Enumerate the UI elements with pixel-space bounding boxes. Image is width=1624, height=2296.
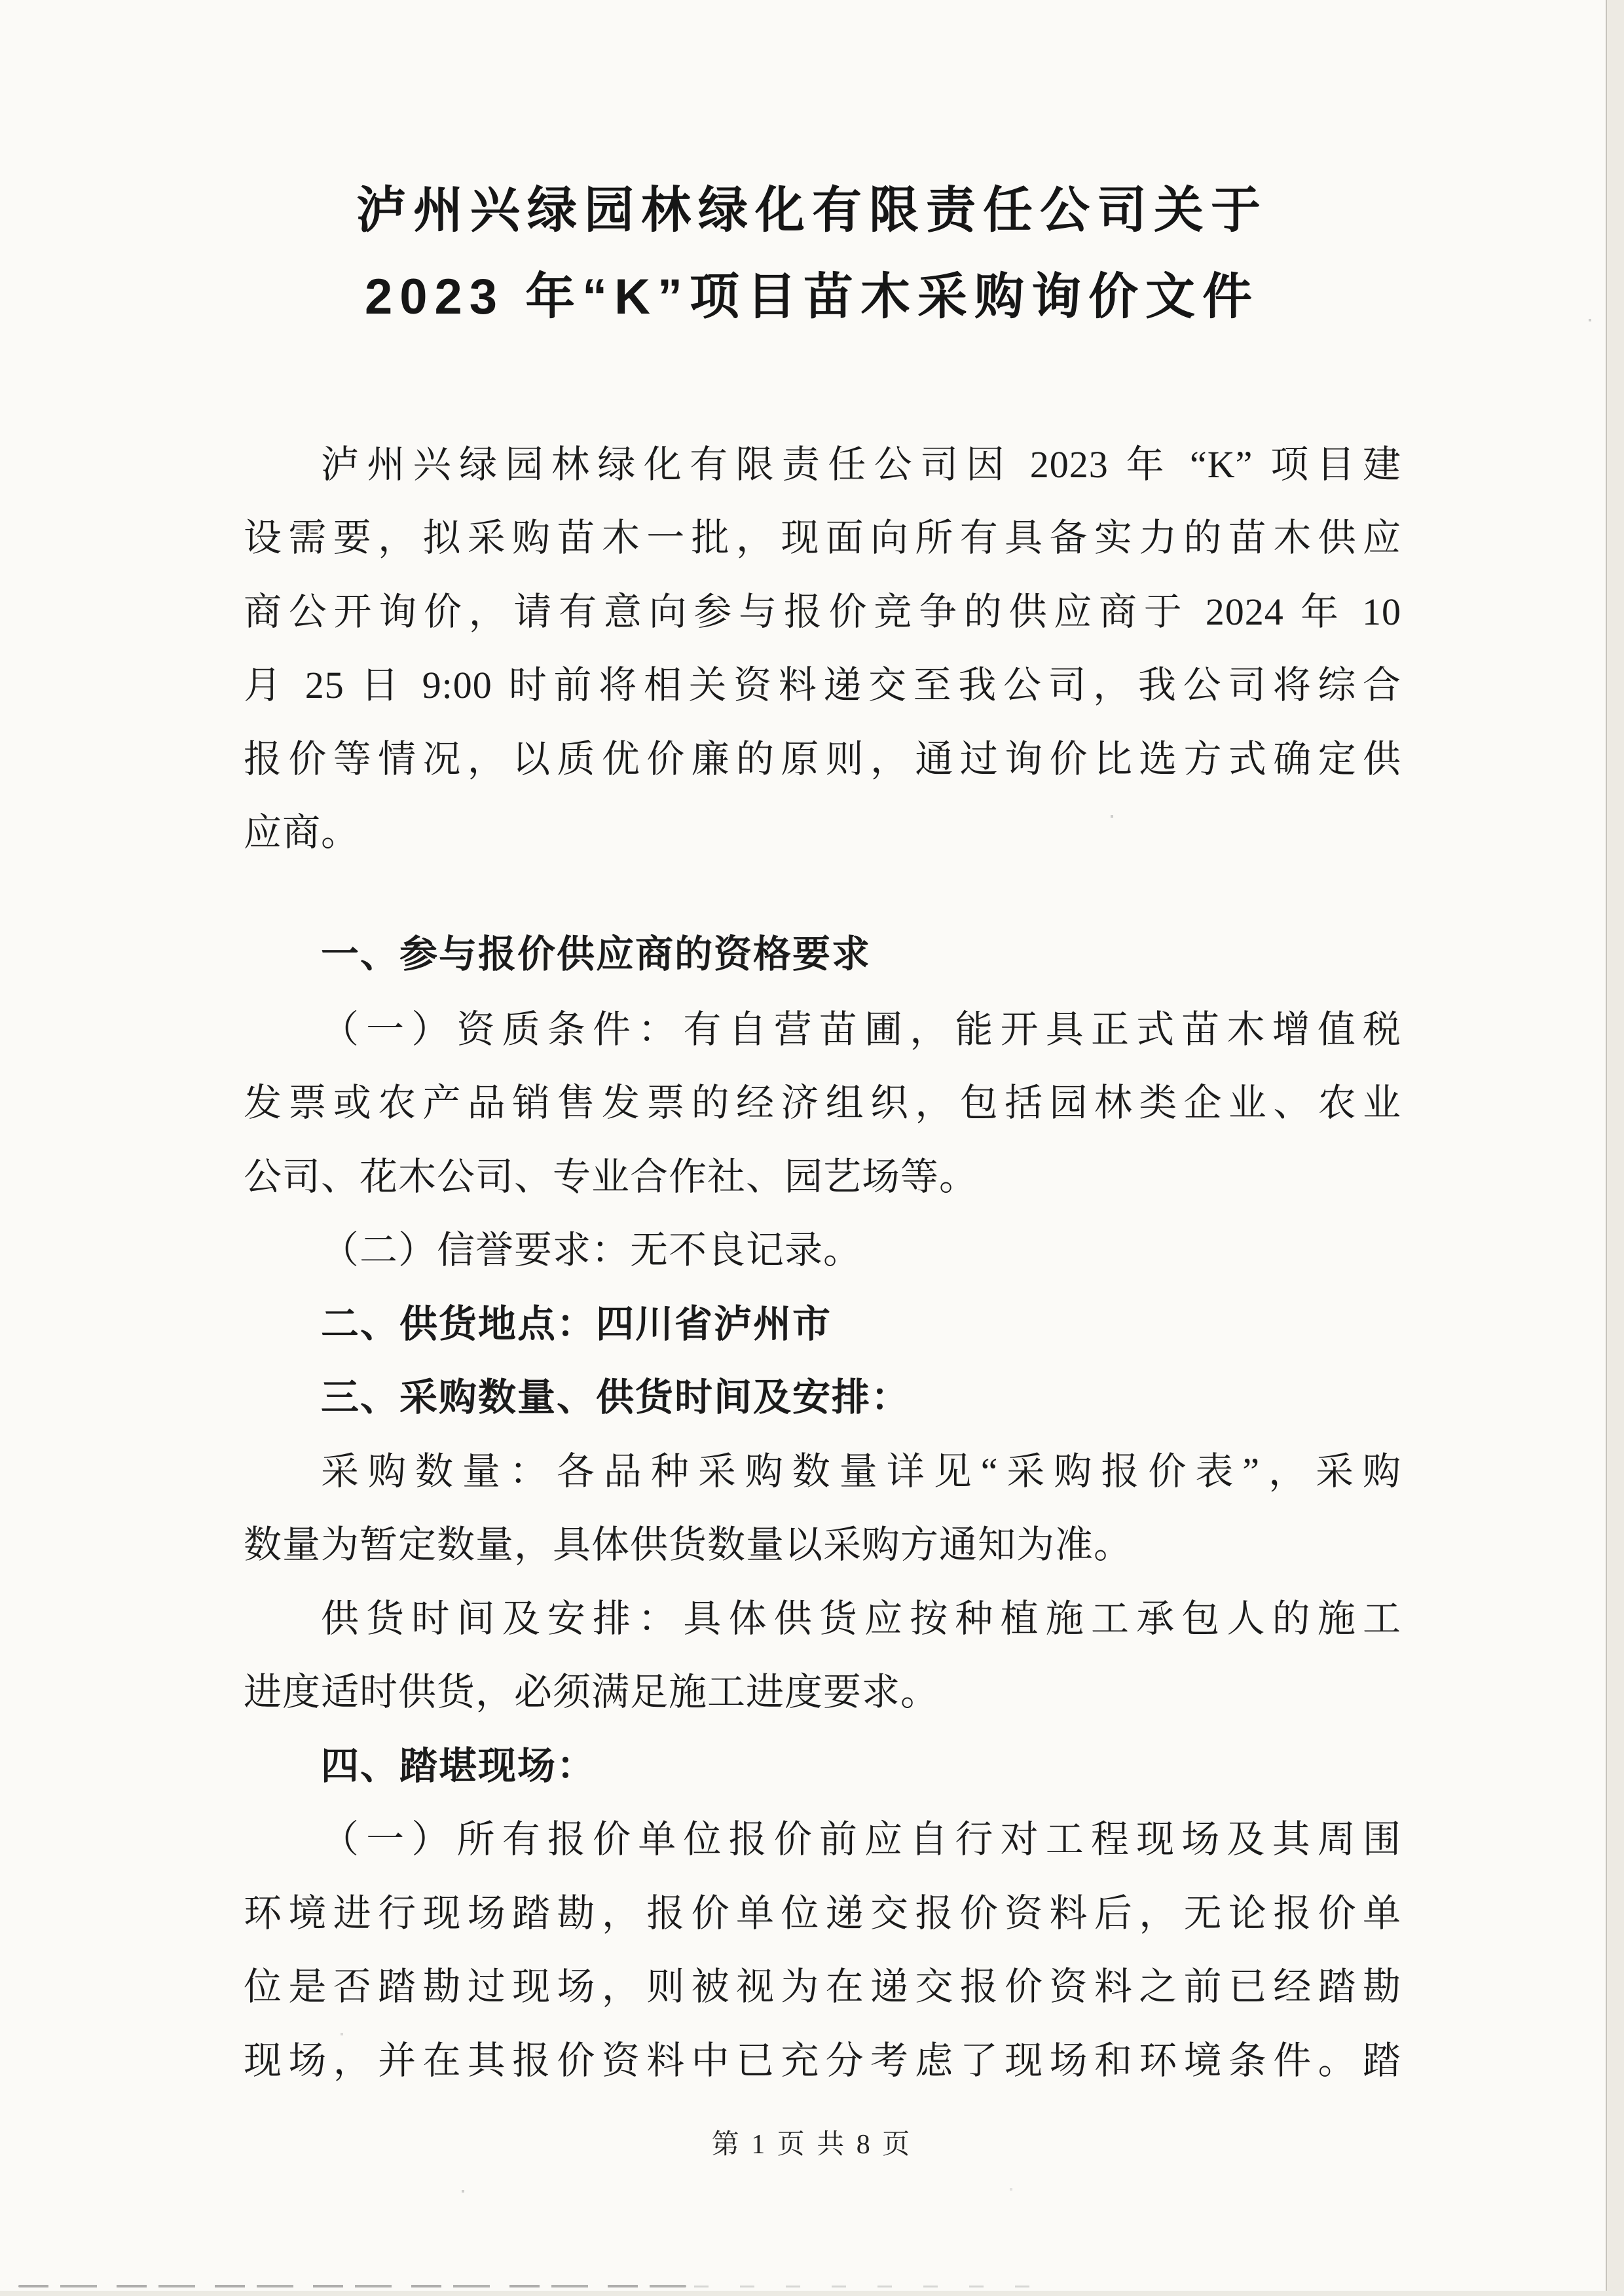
body-line: （一）资质条件：有自营苗圃，能开具正式苗木增值税 bbox=[321, 1008, 1401, 1051]
body-line: 应商。 bbox=[244, 811, 360, 854]
body-line: 位是否踏勘过现场，则被视为在递交报价资料之前已经踏勘 bbox=[244, 1965, 1401, 2008]
section-heading-4: 四、踏堪现场： bbox=[321, 1745, 597, 1787]
body-line: （一）所有报价单位报价前应自行对工程现场及其周围 bbox=[321, 1818, 1401, 1861]
body-line: 供货时间及安排：具体供货应按种植施工承包人的施工 bbox=[321, 1597, 1401, 1640]
body-line: 现场，并在其报价资料中已充分考虑了现场和环境条件。踏 bbox=[244, 2039, 1401, 2082]
body-line: 泸州兴绿园林绿化有限责任公司因 2023 年 “K” 项目建 bbox=[321, 443, 1401, 486]
body-line: 发票或农产品销售发票的经济组织，包括园林类企业、农业 bbox=[244, 1082, 1401, 1124]
section-heading-2: 二、供货地点：四川省泸州市 bbox=[321, 1303, 832, 1345]
body-line: （二）信誉要求：无不良记录。 bbox=[321, 1229, 862, 1271]
scan-smudge bbox=[694, 2286, 1061, 2287]
scan-page-edge-bottom bbox=[0, 2291, 1624, 2296]
body-line: 设需要，拟采购苗木一批，现面向所有具备实力的苗木供应 bbox=[244, 517, 1401, 559]
body-line: 环境进行现场踏勘，报价单位递交报价资料后，无论报价单 bbox=[244, 1892, 1401, 1935]
body-line: 月 25 日 9:00 时前将相关资料递交至我公司，我公司将综合 bbox=[244, 664, 1401, 706]
scan-speckle-noise bbox=[0, 0, 1, 1]
page-footer: 第 1 页 共 8 页 bbox=[711, 2130, 913, 2160]
scan-smudge bbox=[18, 2285, 686, 2287]
section-heading-3: 三、采购数量、供货时间及安排： bbox=[321, 1376, 911, 1419]
body-line: 数量为暂定数量，具体供货数量以采购方通知为准。 bbox=[244, 1523, 1133, 1566]
body-line: 报价等情况，以质优价廉的原则，通过询价比选方式确定供 bbox=[244, 738, 1401, 780]
document-title-line-1: 泸州兴绿园林绿化有限责任公司关于 bbox=[356, 183, 1268, 238]
scan-page-edge-right bbox=[1606, 0, 1624, 2296]
section-heading-1: 一、参与报价供应商的资格要求 bbox=[321, 933, 872, 975]
body-line: 公司、花木公司、专业合作社、园艺场等。 bbox=[244, 1156, 978, 1198]
body-line: 采购数量：各品种采购数量详见“采购报价表”，采购 bbox=[321, 1450, 1401, 1493]
body-line: 商公开询价，请有意向参与报价竞争的供应商于 2024 年 10 bbox=[244, 591, 1401, 633]
body-line: 进度适时供货，必须满足施工进度要求。 bbox=[244, 1671, 940, 1713]
document-title-line-2: 2023 年“K”项目苗木采购询价文件 bbox=[364, 269, 1260, 325]
